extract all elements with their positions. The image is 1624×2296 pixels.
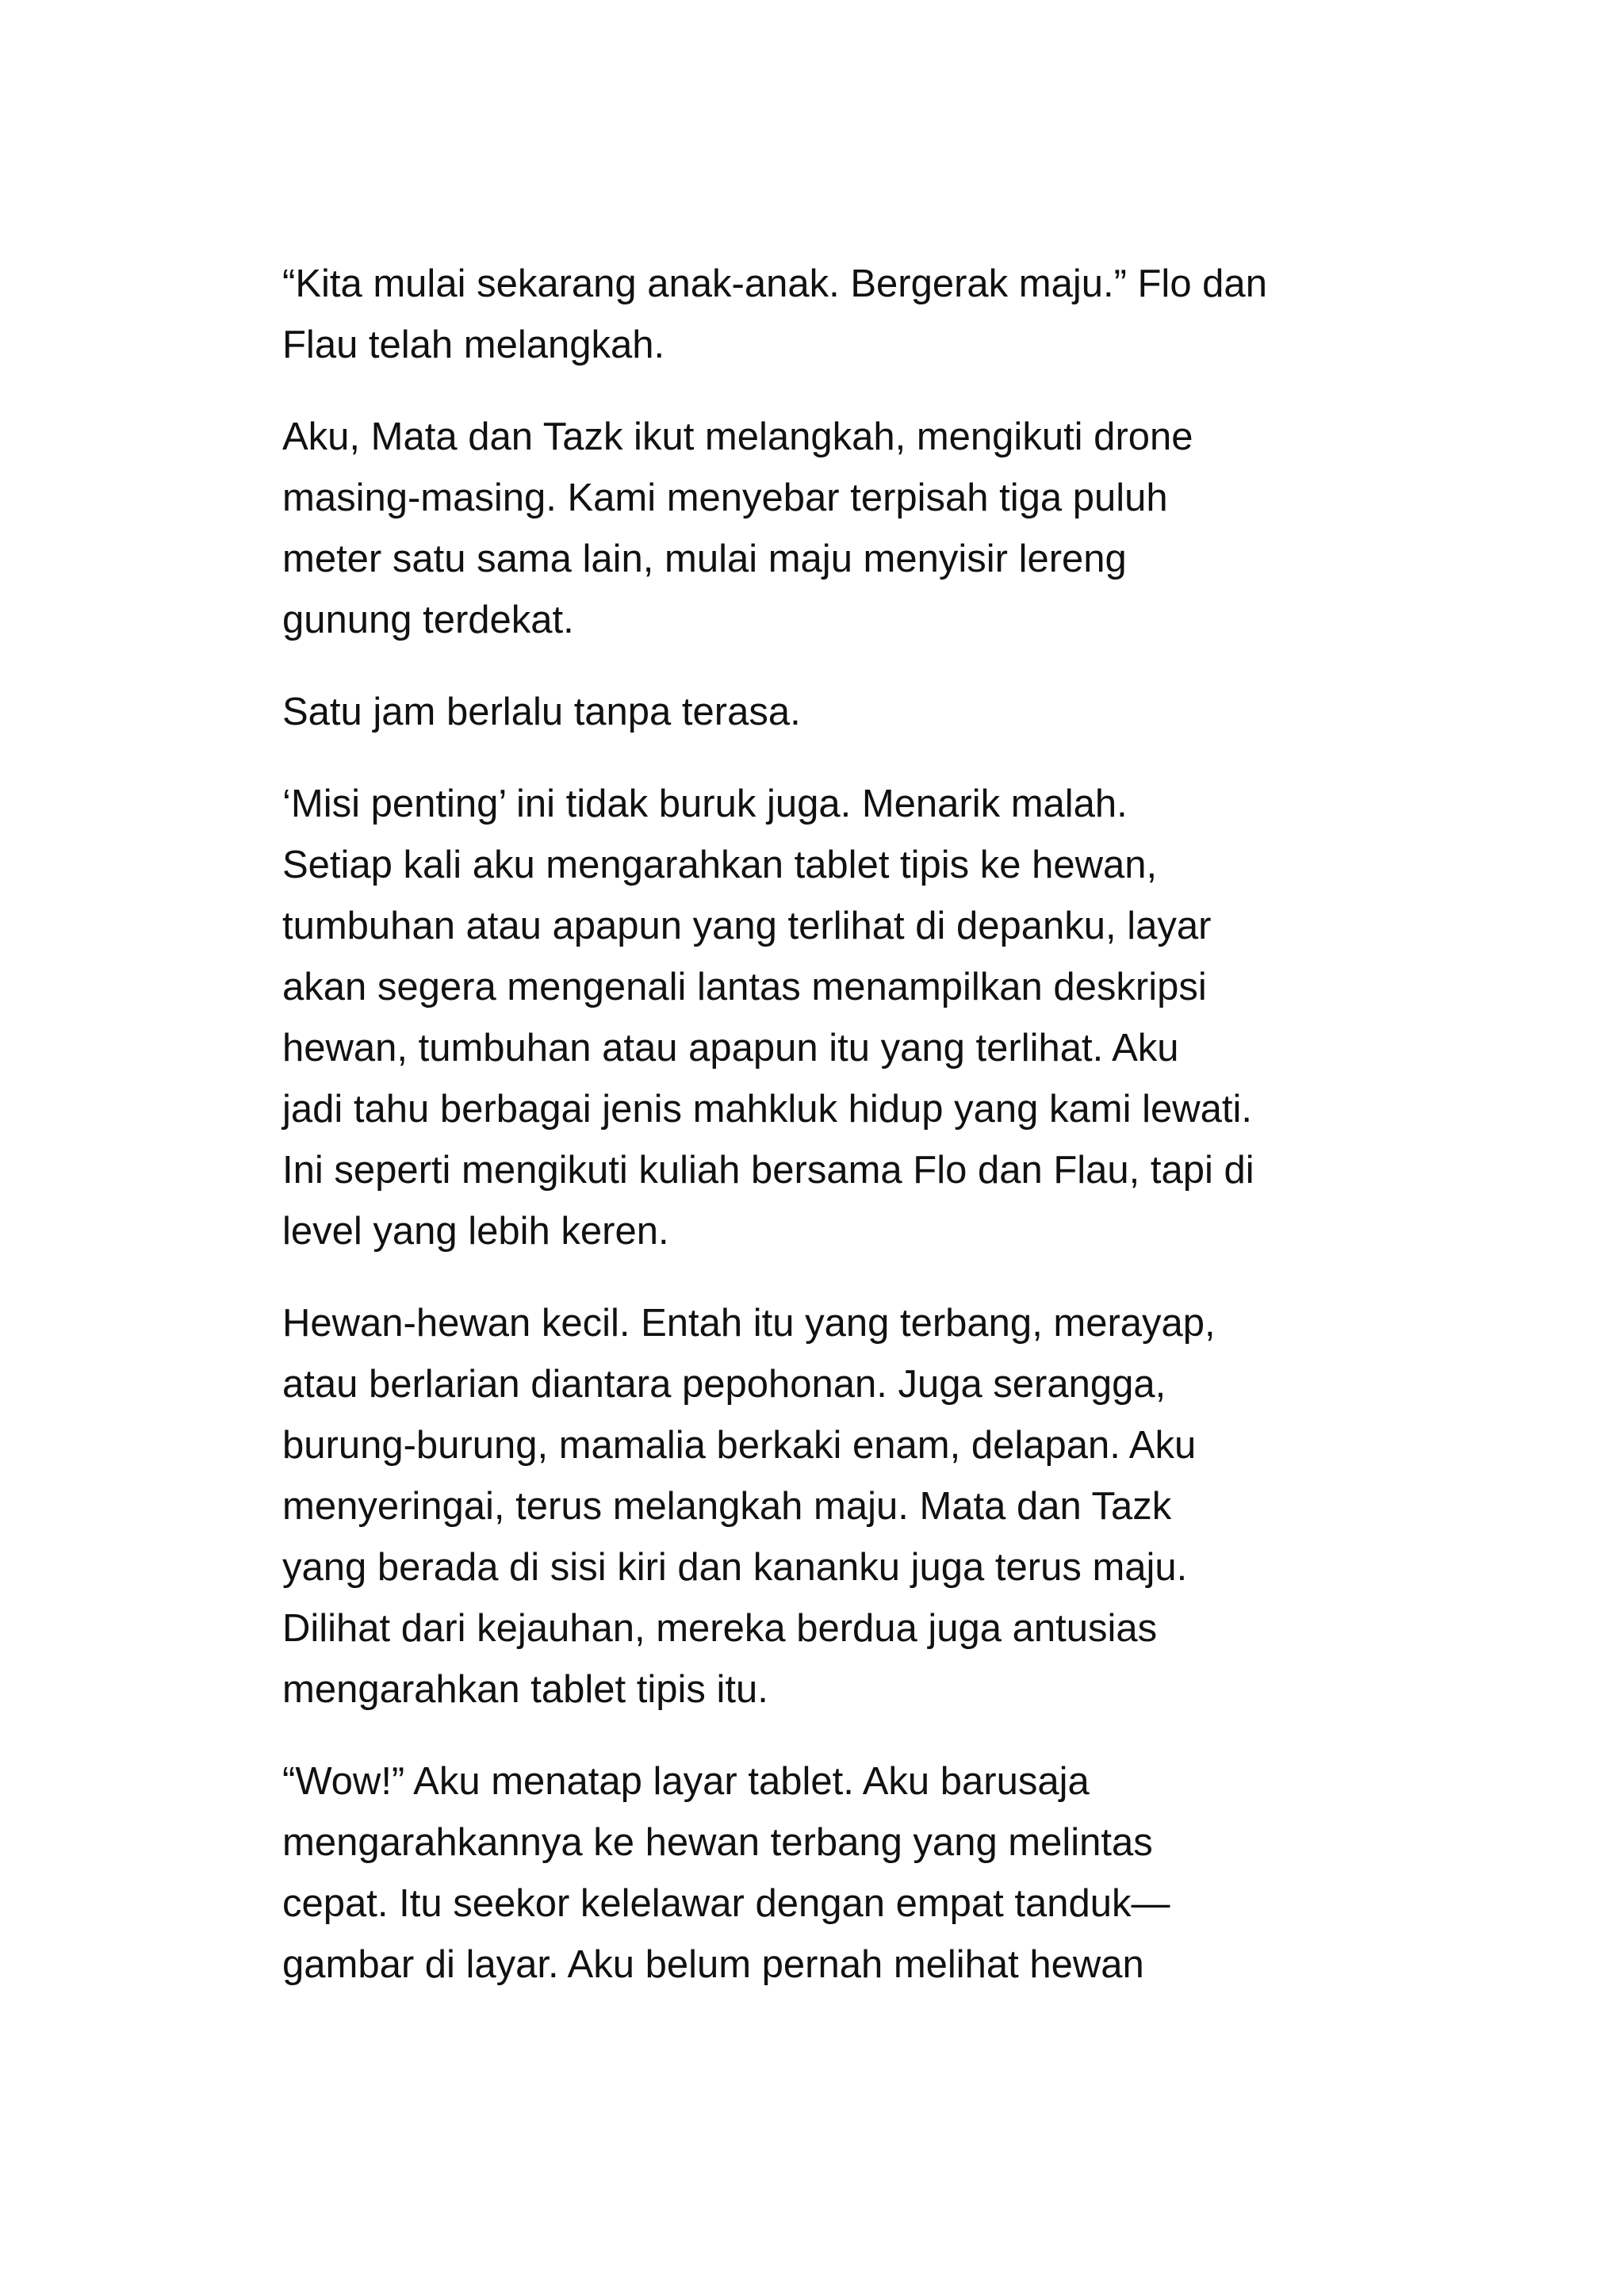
text-line: “Wow!” Aku menatap layar tablet. Aku barusaja <box>282 1760 1090 1803</box>
text-line: masing-masing. Kami menyebar terpisah tiga puluh <box>282 476 1168 519</box>
text-line: hewan, tumbuhan atau apapun itu yang terlihat. Aku <box>282 1027 1179 1070</box>
paragraph-4 <box>282 774 1408 1262</box>
text-line: gambar di layar. Aku belum pernah melihat hewan <box>282 1943 1144 1986</box>
paragraph-6 <box>282 1751 1408 1996</box>
text-line: burung-burung, mamalia berkaki enam, delapan. Aku <box>282 1424 1197 1467</box>
text-line: tumbuhan atau apapun yang terlihat di depanku, layar <box>282 905 1212 947</box>
text-line: Satu jam berlalu tanpa terasa. <box>282 691 801 733</box>
text-line: Setiap kali aku mengarahkan tablet tipis ke hewan, <box>282 844 1158 886</box>
text-line: Dilihat dari kejauhan, mereka berdua juga antusias <box>282 1607 1158 1650</box>
text-line: level yang lebih keren. <box>282 1210 669 1253</box>
text-line: Aku, Mata dan Tazk ikut melangkah, mengikuti drone <box>282 415 1193 458</box>
text-line: akan segera mengenali lantas menampilkan deskripsi <box>282 966 1207 1008</box>
text-line: atau berlarian diantara pepohonan. Juga serangga, <box>282 1363 1166 1406</box>
paragraph-2 <box>282 407 1408 651</box>
body-text <box>282 254 1408 2026</box>
paragraph-5 <box>282 1293 1408 1720</box>
text-line: cepat. Itu seekor kelelawar dengan empat tanduk— <box>282 1882 1170 1925</box>
text-line: Ini seperti mengikuti kuliah bersama Flo dan Flau, tapi di <box>282 1149 1254 1192</box>
paragraph-3 <box>282 682 1408 743</box>
text-line: yang berada di sisi kiri dan kananku juga terus maju. <box>282 1546 1188 1589</box>
text-line: mengarahkannya ke hewan terbang yang melintas <box>282 1821 1153 1864</box>
text-line: ‘Misi penting’ ini tidak buruk juga. Menarik malah. <box>282 783 1128 825</box>
text-line: meter satu sama lain, mulai maju menyisir lereng <box>282 538 1127 580</box>
text-line: gunung terdekat. <box>282 599 574 641</box>
paragraph-1 <box>282 254 1408 376</box>
text-line: Flau telah melangkah. <box>282 323 665 366</box>
text-line: menyeringai, terus melangkah maju. Mata dan Tazk <box>282 1485 1172 1528</box>
text-line: Hewan-hewan kecil. Entah itu yang terbang, merayap, <box>282 1302 1216 1345</box>
text-line: jadi tahu berbagai jenis mahkluk hidup yang kami lewati. <box>282 1088 1252 1131</box>
text-line: “Kita mulai sekarang anak-anak. Bergerak maju.” Flo dan <box>282 262 1267 305</box>
text-line: mengarahkan tablet tipis itu. <box>282 1668 768 1711</box>
